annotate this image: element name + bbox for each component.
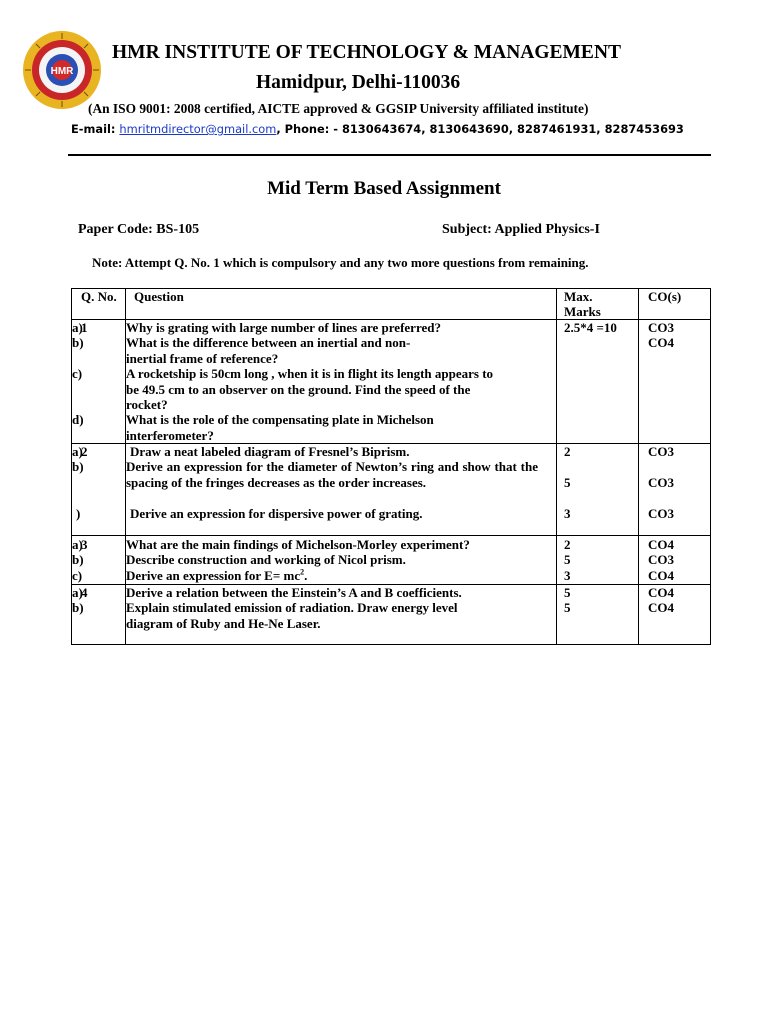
q4-co-a: CO4 (648, 585, 674, 600)
q3-co-c: CO4 (648, 567, 674, 583)
part-label: c) (72, 366, 83, 382)
q1-c-line1: A rocketship is 50cm long , when it is in flight its length appears to (126, 366, 494, 382)
phone-numbers: , Phone: - 8130643674, 8130643690, 8287461931, 8287453693 (276, 122, 684, 136)
q2-part-c (76, 505, 552, 521)
q4-part-a (72, 585, 552, 600)
q2-marks-a: 2 (564, 444, 571, 459)
part-label: b) (72, 552, 84, 568)
header-question: Question (134, 289, 184, 304)
q1-co-1: CO3 (648, 320, 674, 335)
q3-number: 3 (81, 537, 88, 552)
q1-a-text: Why is grating with large number of lines are preferred? (126, 320, 441, 335)
q1-b-line1: What is the difference between an inertial and non- (126, 335, 411, 351)
q2-co-b: CO3 (648, 474, 674, 490)
q3-a-text: What are the main findings of Michelson-Morley experiment? (126, 537, 470, 552)
q2-marks-b: 5 (564, 474, 571, 490)
q4-marks-a: 5 (564, 585, 571, 600)
institute-address: Hamidpur, Delhi-110036 (256, 72, 461, 93)
svg-text:HMR: HMR (50, 66, 74, 77)
q3-co-a: CO4 (648, 537, 674, 552)
q2-number: 2 (81, 444, 88, 459)
column-divider (638, 289, 639, 644)
part-label: b) (72, 459, 84, 475)
q2-c-text: Derive an expression for dispersive power of grating. (130, 505, 423, 521)
part-label: a) (72, 444, 83, 459)
part-label: b) (72, 600, 84, 616)
header-qno: Q. No. (81, 289, 117, 304)
accreditation-line: (An ISO 9001: 2008 certified, AICTE approved & GGSIP University affiliated institute) (88, 101, 589, 116)
q1-d-line1: What is the role of the compensating plate in Michelson (126, 412, 434, 428)
q4-co-b: CO4 (648, 600, 674, 616)
q3-marks-a: 2 (564, 537, 571, 552)
header-marks-line1: Max. (564, 289, 593, 304)
part-label: c) (72, 567, 83, 583)
q2-b-text: Derive an expression for the diameter of Newton’s ring and show that the spacing of the fringes decreases as the order increases. (126, 459, 538, 490)
part-label: d) (72, 412, 84, 428)
q3-c-period: . (304, 567, 308, 583)
q1-d-line2: interferometer? (126, 427, 214, 443)
email-link[interactable]: hmritmdirector@gmail.com (119, 122, 277, 136)
q3-b-text: Describe construction and working of Nicol prism. (126, 552, 406, 568)
q2-marks-c: 3 (564, 505, 571, 521)
column-divider (556, 289, 557, 644)
email-label: E-mail: (71, 122, 120, 136)
q4-part-b (72, 600, 552, 631)
q1-co-2: CO4 (648, 335, 674, 351)
questions-table (71, 288, 711, 645)
q1-b-line2: inertial frame of reference? (126, 350, 279, 366)
q3-marks-c: 3 (564, 567, 571, 583)
q3-c-superscript: 2 (300, 567, 305, 577)
q3-part-b (72, 552, 552, 568)
q2-part-a (72, 444, 552, 459)
q4-marks-b: 5 (564, 600, 571, 616)
header-marks (564, 289, 601, 320)
q1-marks: 2.5*4 =10 (564, 320, 617, 335)
q2-part-b (72, 459, 538, 490)
q4-number: 4 (81, 585, 88, 600)
q1-part-d (72, 412, 552, 443)
q3-part-a (72, 537, 552, 552)
q2-co-a: CO3 (648, 444, 674, 459)
q3-c-text: Derive an expression for E= mc (126, 567, 301, 583)
institute-logo (22, 30, 102, 110)
subject: Subject: Applied Physics-I (442, 222, 600, 237)
q4-b-line2: diagram of Ruby and He-Ne Laser. (126, 615, 321, 631)
q1-number: 1 (81, 320, 88, 335)
part-label: a) (72, 320, 83, 335)
q3-marks-b: 5 (564, 552, 571, 568)
q1-part-c (72, 366, 558, 412)
q1-c-line3: rocket? (126, 397, 168, 412)
header-marks-line2: Marks (564, 304, 601, 320)
part-label: a) (72, 537, 83, 552)
q4-a-text: Derive a relation between the Einstein’s A and B coefficients. (126, 585, 462, 600)
contact-line (71, 122, 684, 136)
q3-part-c (72, 567, 552, 583)
q2-co-c: CO3 (648, 505, 674, 521)
instructions-note: Note: Attempt Q. No. 1 which is compulsory and any two more questions from remaining. (92, 255, 589, 270)
q1-part-b (72, 335, 552, 366)
row-divider (72, 535, 710, 536)
q1-c-line2: be 49.5 cm to an observer on the ground. Find the speed of the (126, 381, 471, 397)
institute-name: HMR INSTITUTE OF TECHNOLOGY & MANAGEMENT (112, 42, 622, 63)
part-label: b) (72, 335, 84, 351)
q2-a-text: Draw a neat labeled diagram of Fresnel’s Biprism. (130, 444, 410, 459)
part-label: ) (76, 505, 81, 521)
header-divider (68, 154, 711, 156)
document-title: Mid Term Based Assignment (267, 178, 501, 199)
part-label: a) (72, 585, 83, 600)
header-cos: CO(s) (648, 289, 682, 304)
q1-part-a (72, 320, 552, 335)
q4-b-line1: Explain stimulated emission of radiation. Draw energy level (126, 600, 458, 616)
paper-code: Paper Code: BS-105 (78, 222, 200, 237)
q3-co-b: CO3 (648, 552, 674, 568)
